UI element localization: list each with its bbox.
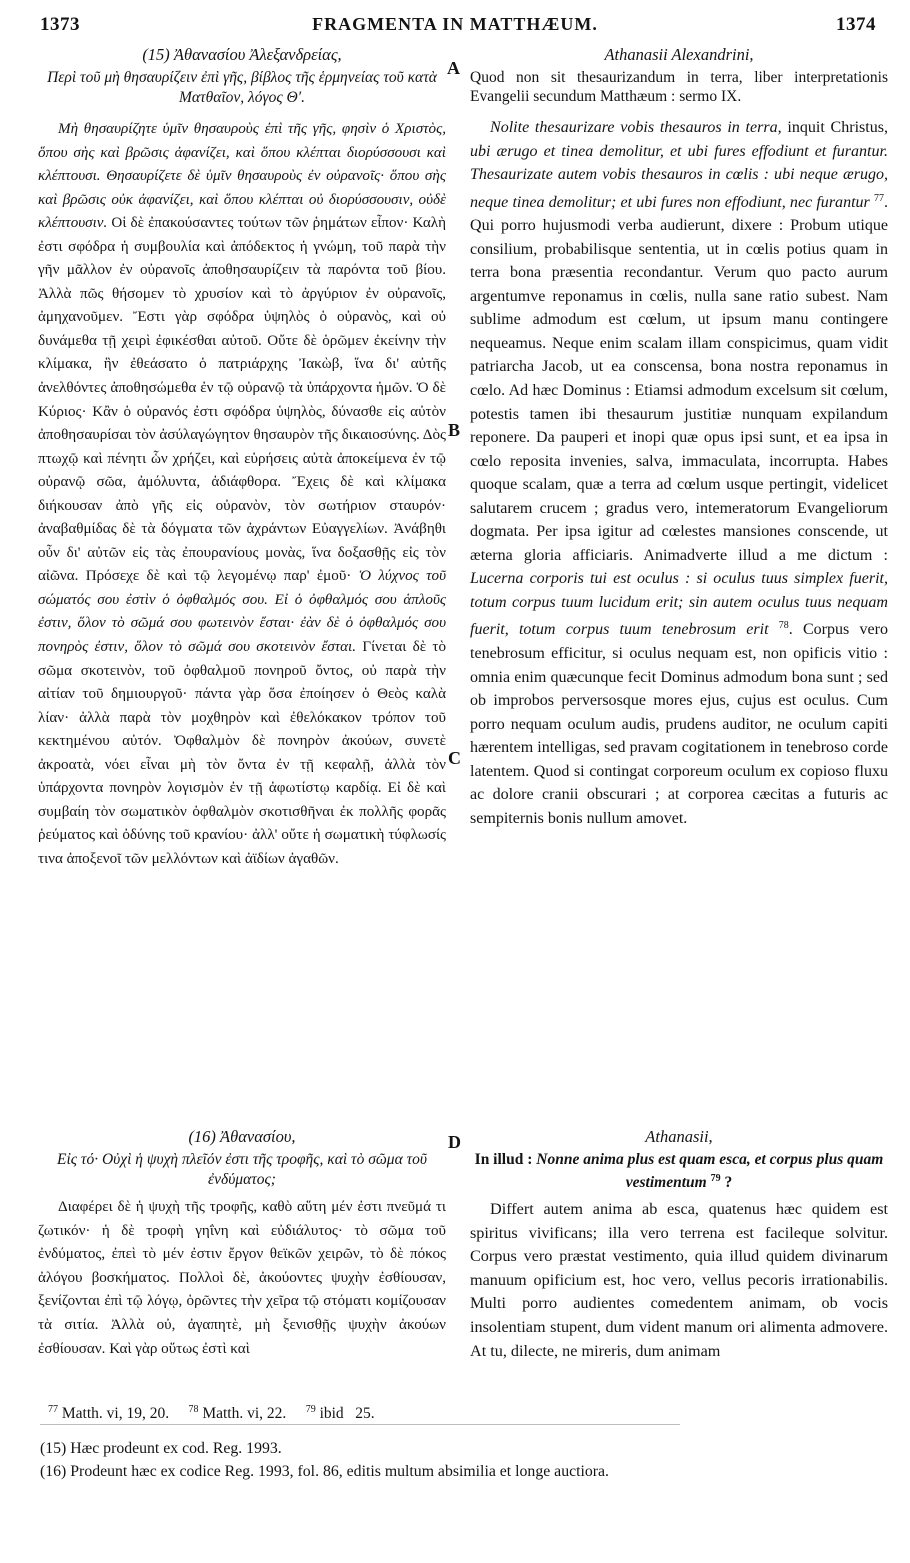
latin-subtitle-lead: In illud : bbox=[474, 1151, 537, 1168]
page-number-left: 1373 bbox=[40, 14, 80, 35]
latin-subtitle-quote: Nonne anima plus est quam esca, et corpus plus quam vestimentum bbox=[536, 1151, 884, 1191]
footnote-ref-77: 77 bbox=[873, 192, 884, 204]
latin-text: inquit Christus, bbox=[781, 119, 888, 136]
margin-marker-b: B bbox=[448, 420, 461, 440]
running-title: FRAGMENTA IN MATTHÆUM. bbox=[312, 14, 598, 34]
latin-scripture-quote-2: ubi ærugo et tinea demolitur, et ubi fures effodiunt et furantur. Thesaurizate autem vobis thesauros in cœlis : ubi neque ærugo, neque tinea demolitur; et ubi fures non effodiunt, nec furantur bbox=[470, 142, 888, 211]
greek-text: Οἱ δὲ ἐπακούσαντες τούτων τῶν ῥημάτων εἶπον· Καλὴ ἐστι σφόδρα ἡ συμβουλία καὶ ἀπόδεκτος ἡ γνώμη, τοῦ παρὰ τὴν γῆν μᾶλλον ἐν οὐρανοῖς ἀποθησαυρίζειν τὰ παρόντα τοῦ βίου. Ἀλλὰ πῶς θήσομεν τὸ χρυσίον καὶ τὸ ἀργύριον ἐν οὐρανοῖς, ἀμηχανοῦμεν. Ἔστι γὰρ σφόδρα ὑψηλὸς ὁ οὐρανὸς, καὶ οὐ δυνάμεθα τῇ χειρὶ ἐφικέσθαι αὐτοῦ. Οὔτε δὲ ὁρῶμεν ἐκείνην τὴν κλίμακα, ἣν ἐθεάσατο ὁ πατριάρχης Ἰακὼβ, ἵνα δι' αὐτῆς ἀνελθόντες ἀποθησώμεθα ἐν τῷ οὐρανῷ τὰ ὑπάρχοντα ἡμῶν. Ὁ δὲ Κύριος· Κἂν ὁ οὐρανός ἐστι σφόδρα ὑψηλὸς, δύνασθε εἰς αὐτὸν ἀποθησαυρίσαι τὸν ἀσύλαγώγητον θησαυρὸν τῆς δικαιοσύνης. Δὸς πτωχῷ καὶ πένητι ὧν χρήζει, καὶ εὑρήσεις αὐτὰ ἀποκείμενα ἐν τῷ οὐρανῷ σῶα, ἀμόλυντα, ἀδιάφθορα. Ἔχεις δὲ καὶ κλίμακα διήκουσαν ἀπὸ γῆς εἰς οὐρανὸν, τὸν σωτήριον σταυρόν· ἀναβαθμίδας δὲ τὰ δόγματα τῶν ἀχράντων Εὐαγγελίων. Ἀνάβηθι οὖν δι' αὐτῶν εἰς τὰς ἐπουρανίους μονὰς, ἵνα δοξασθῇς εἰς τὸν αἰῶνα. Πρόσεχε δὲ καὶ τῷ λεγομένῳ παρ' ἐμοῦ· bbox=[38, 215, 446, 585]
footnote-16: (16) Prodeunt hæc ex codice Reg. 1993, fol. 86, editis multum absimilia et longe auctiora. bbox=[40, 1463, 610, 1480]
section-16-greek-subtitle: Εἰς τό· Οὐχὶ ἡ ψυχὴ πλεῖόν ἐστι τῆς τροφῆς, καὶ τὸ σῶμα τοῦ ἐνδύματος; bbox=[56, 1151, 428, 1188]
page-number-right: 1374 bbox=[836, 14, 876, 35]
section-15-latin-body bbox=[470, 116, 888, 830]
latin-subtitle-end: ? bbox=[724, 1174, 733, 1191]
margin-marker-a: A bbox=[447, 58, 460, 78]
note-77-text: Matth. vi, 19, 20. bbox=[61, 1405, 170, 1422]
section-15-latin-title: Athanasii Alexandrini, bbox=[604, 45, 754, 64]
section-16-latin-body: Differt autem anima ab esca, quatenus hæc quidem est spiritus vivificans; illa vero terrena est facileque solvitur. Corpus vero præstat vestimento, quia illud quidem divinarum manuum opificium est, hoc vero, vellus pecoris irrationabilis. Multi porro audientes comedentem animam, ob vocis insolentiam stupent, dum vident manum ori alimenta admovere. At tu, dilecte, ne mireris, dum animam bbox=[470, 1200, 888, 1360]
section-16-greek-title: (16) Ἀθανασίου, bbox=[188, 1127, 296, 1146]
latin-scripture-quote-3: Lucerna corporis tui est oculus : si oculus tuus simplex fuerit, totum corpus tuum lucidum erit; sin autem oculus tuus nequam fuerit, totum corpus tuum tenebrosum erit bbox=[470, 570, 888, 639]
note-77-number: 77 bbox=[48, 1404, 58, 1415]
scripture-notes bbox=[48, 1404, 375, 1423]
margin-marker-c: C bbox=[448, 748, 461, 768]
note-78-text: Matth. vi, 22. bbox=[202, 1405, 287, 1422]
greek-scripture-quote-2: Ὁ λύχνος τοῦ σώματός σου ἐστὶν ὁ ὀφθαλμός σου. Εἰ ὁ ὀφθαλμός σου ἁπλοῦς ἐστιν, ὅλον τὸ σῶμά σου φωτεινὸν ἔσται· ἐὰν δὲ ὁ ὀφθαλμός σου πονηρὸς ἐστιν, ὅλον τὸ σῶμά σου σκοτεινὸν ἔσται. bbox=[38, 568, 446, 656]
section-16-latin bbox=[470, 1126, 888, 1363]
section-15-greek-subtitle: Περὶ τοῦ μὴ θησαυρίζειν ἐπὶ γῆς, βίβλος τῆς ἑρμηνείας τοῦ κατὰ Ματθαῖον, λόγος Θ′. bbox=[47, 69, 437, 106]
latin-text-2: . Qui porro hujusmodi verba audierunt, dixere : Probum utique consilium, probabilisque sententia, ut in cœlis potius quam in terra bona præsentia recondantur. Verum quo pacto aurum argentumve reponamus in cœlis, nulla sane ratio subest. Nam sublime admodum est cœlum, ut ipsum manu contingere nequeamus. Neque enim scalam illam conspicimus, quam vidit patriarcha Jacob, ut ea conscensa, bona nostra reponamus in cœlo. Ad hæc Dominus : Etiamsi admodum excelsum sit cœlum, potestis tamen ibi thesaurum justitiæ nunquam expilandum reponere. Da pauperi et inopi quæ opus ipsi sunt, et ea ipsa in cœlo reposita invenies, salva, immaculata, incorrupta. Habes quoque scalam, quæ a terra ad cœlum usque pertingit, videlicet salutarem crucem ; gradus vero, intemeratorum Evangeliorum dogmata. Per ipsa igitur ad cœlestes mansiones conscende, ut æterna gloria afficiaris. Animadverte illud a me dictum : bbox=[470, 193, 888, 564]
note-78-number: 78 bbox=[188, 1404, 199, 1415]
latin-scripture-quote: Nolite thesaurizare vobis thesauros in terra, bbox=[490, 119, 782, 136]
note-79-text: ibid 25. bbox=[319, 1405, 375, 1422]
section-15-greek-body bbox=[38, 118, 446, 872]
section-16-greek-body: Διαφέρει δὲ ἡ ψυχὴ τῆς τροφῆς, καθὸ αὕτη μέν ἐστι πνεῦμά τι ζωτικόν· ἡ δὲ τροφὴ γηΐνη καὶ εὐδιάλυτος· τὸ σῶμα τοῦ ἐνδύματος, ἐπεὶ τὸ μέν ἐστιν ἔργον θεϊκῶν χειρῶν, τὸ δὲ πόκος ἀλόγου βοσκήματος. Πολλοὶ δὲ, ἀκούοντες ψυχὴν ἐσθίουσαν, ξενίζονται ἐπὶ τῷ λόγῳ, ὁρῶντες τὴν χεῖρα τῷ στόματι κομίζουσαν τὰ σιτία. Ἀλλὰ οὐ, ἀγαπητὲ, μὴ ξενισθῇς ψυχὴν ἀκούων ἐσθίουσαν. Καὶ γὰρ οὕτως ἐστὶ καὶ bbox=[38, 1199, 446, 1357]
section-16-greek bbox=[38, 1126, 446, 1361]
note-79-number: 79 bbox=[305, 1404, 316, 1415]
section-15-greek bbox=[38, 44, 446, 872]
section-15-greek-title: (15) Ἀθανασίου Ἀλεξανδρείας, bbox=[142, 45, 342, 64]
section-15-latin bbox=[470, 44, 888, 830]
latin-text-3: . Corpus vero tenebrosum efficitur, si oculus nequam est, non opificis vitio : omnia enim quæcunque fecit Dominus admodum bona sunt ; sed ob improbos perversosque mores ejus, cujus est oculus. Cum porro nequam oculum audis, prudens auditor, ne oculum capiti hærentem intelligas, sed pravam cogitationem in tenebroso corde latentem. Quod si contingat corporeum oculum ex copioso fluxu ac dolore cranii obscurari ; at corporea cæcitas a futuris ac sempiternis bonis nullum amovet. bbox=[470, 621, 888, 827]
section-15-latin-subtitle: Quod non sit thesaurizandum in terra, liber interpretationis Evangelii secundum Matthæum : sermo IX. bbox=[470, 69, 888, 105]
footnote-15: (15) Hæc prodeunt ex cod. Reg. 1993. bbox=[40, 1440, 282, 1457]
footnote-divider bbox=[40, 1424, 680, 1425]
section-16-latin-title: Athanasii, bbox=[645, 1127, 713, 1146]
footnote-ref-79: 79 bbox=[710, 1173, 721, 1184]
margin-marker-d: D bbox=[448, 1132, 461, 1152]
footnote-ref-78: 78 bbox=[778, 620, 789, 632]
section-16-latin-subtitle bbox=[470, 1150, 888, 1192]
greek-text-2: Γίνεται δὲ τὸ σῶμα σκοτεινὸν, τοῦ ὀφθαλμοῦ πονηροῦ ὄντος, οὐ παρὰ τὴν αἰτίαν τοῦ δημιουργοῦ· πάντα γὰρ ὅσα ἐποίησεν ὁ Θεὸς καλὰ λίαν· ἀλλὰ παρὰ τὸν μοχθηρὸν καὶ ἐθελόκακον τρόπον τοῦ κεκτημένου αὐτόν. Ὀφθαλμὸν δὲ πονηρὸν ἀκούων, συνετὲ ἀκροατὰ, νόει εἶναι μὴ τὸν ὄντα ἐν τῇ κεφαλῇ, ἀλλὰ τὸν ὑπάρχοντα πονηρὸν λογισμὸν ἐν τῇ ἀφωτίστῳ καρδίᾳ. Εἰ δὲ καὶ συμβαίη τὸν σωματικὸν ὀφθαλμὸν σκοτισθῆναι ἐκ πολλῆς φορᾶς ῥεύματος καὶ ὀδύνης τοῦ κρανίου· ἀλλ' οὔτε ἡ σωματικὴ τύφλωσίς τινα ἀποξενοῖ τῶν μελλόντων καὶ ἀϊδίων ἀγαθῶν. bbox=[38, 639, 447, 867]
greek-scripture-quote: Μὴ θησαυρίζητε ὑμῖν θησαυροὺς ἐπὶ τῆς γῆς, φησὶν ὁ Χριστὸς, ὅπου σὴς καὶ βρῶσις ἀφανίζει, καὶ ὅπου κλέπται διορύσσουσι καὶ κλέπτουσι. Θησαυρίζετε δὲ ὑμῖν θησαυροὺς ἐν οὐρανοῖς· ὅπου σὴς καὶ βρῶσις οὐκ ἀφανίζει, καὶ ὅπου κλέπται οὐ διορύσσουσιν, οὐδὲ κλέπτουσιν. bbox=[38, 121, 446, 232]
